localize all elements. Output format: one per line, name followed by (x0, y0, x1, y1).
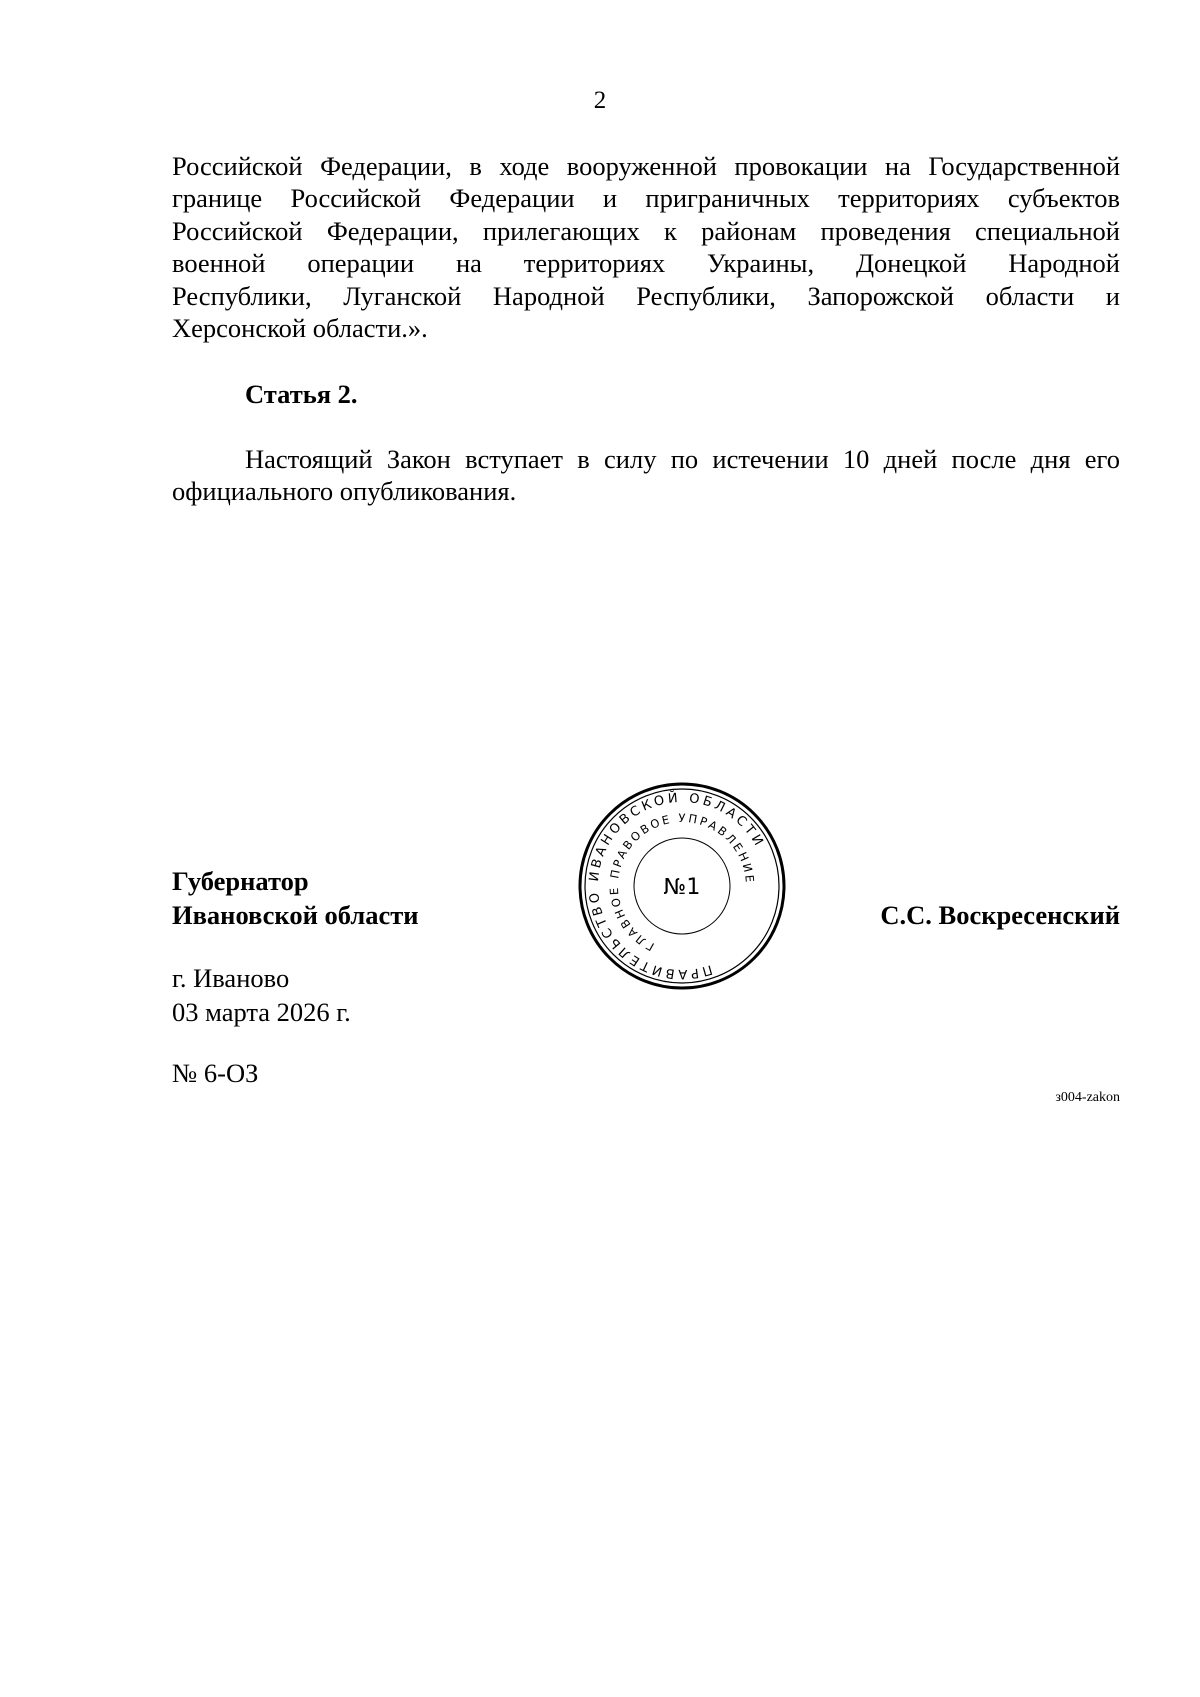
governor-title (172, 864, 419, 932)
paragraph-line: границе Российской Федерации и приграничных территориях субъектов (172, 183, 1120, 214)
official-seal-stamp (574, 778, 790, 994)
date: 03 марта 2026 г. (172, 997, 351, 1027)
stamp-inner-text: ГЛАВНОЕ ПРАВОВОЕ УПРАВЛЕНИЕ (606, 810, 758, 954)
place: г. Иваново (172, 963, 290, 993)
paragraph-line: военной операции на территориях Украины, Донецкой Народной (172, 248, 1120, 279)
place-date-block (172, 961, 351, 1029)
paragraph-continuation (172, 150, 1120, 344)
paragraph-line: Российской Федерации, прилегающих к районам проведения специальной (172, 215, 1120, 246)
paragraph-line: Настоящий Закон вступает в силу по истечении 10 дней после дня его (245, 444, 1120, 474)
paragraph-line: Российской Федерации, в ходе вооруженной провокации на Государственной (172, 151, 1120, 181)
stamp-center-text: №1 (663, 875, 701, 900)
page-number: 2 (593, 87, 607, 114)
document-code: з004-zakon (1055, 1090, 1120, 1105)
article-heading: Статья 2. (245, 379, 358, 409)
law-number: № 6-ОЗ (172, 1058, 259, 1088)
paragraph-line: Республики, Луганской Народной Республики, Запорожской области и (172, 280, 1120, 311)
article-2-paragraph (172, 443, 1120, 508)
governor-title-line-1: Губернатор (172, 866, 309, 896)
signatory-name: С.С. Воскресенский (880, 900, 1120, 930)
governor-title-line-2: Ивановской области (172, 900, 419, 930)
paragraph-line: официального опубликования. (172, 476, 517, 507)
stamp-outer-text: ПРАВИТЕЛЬСТВО ИВАНОВСКОЙ ОБЛАСТИ (586, 790, 768, 982)
paragraph-line: Херсонской области.». (172, 313, 428, 344)
